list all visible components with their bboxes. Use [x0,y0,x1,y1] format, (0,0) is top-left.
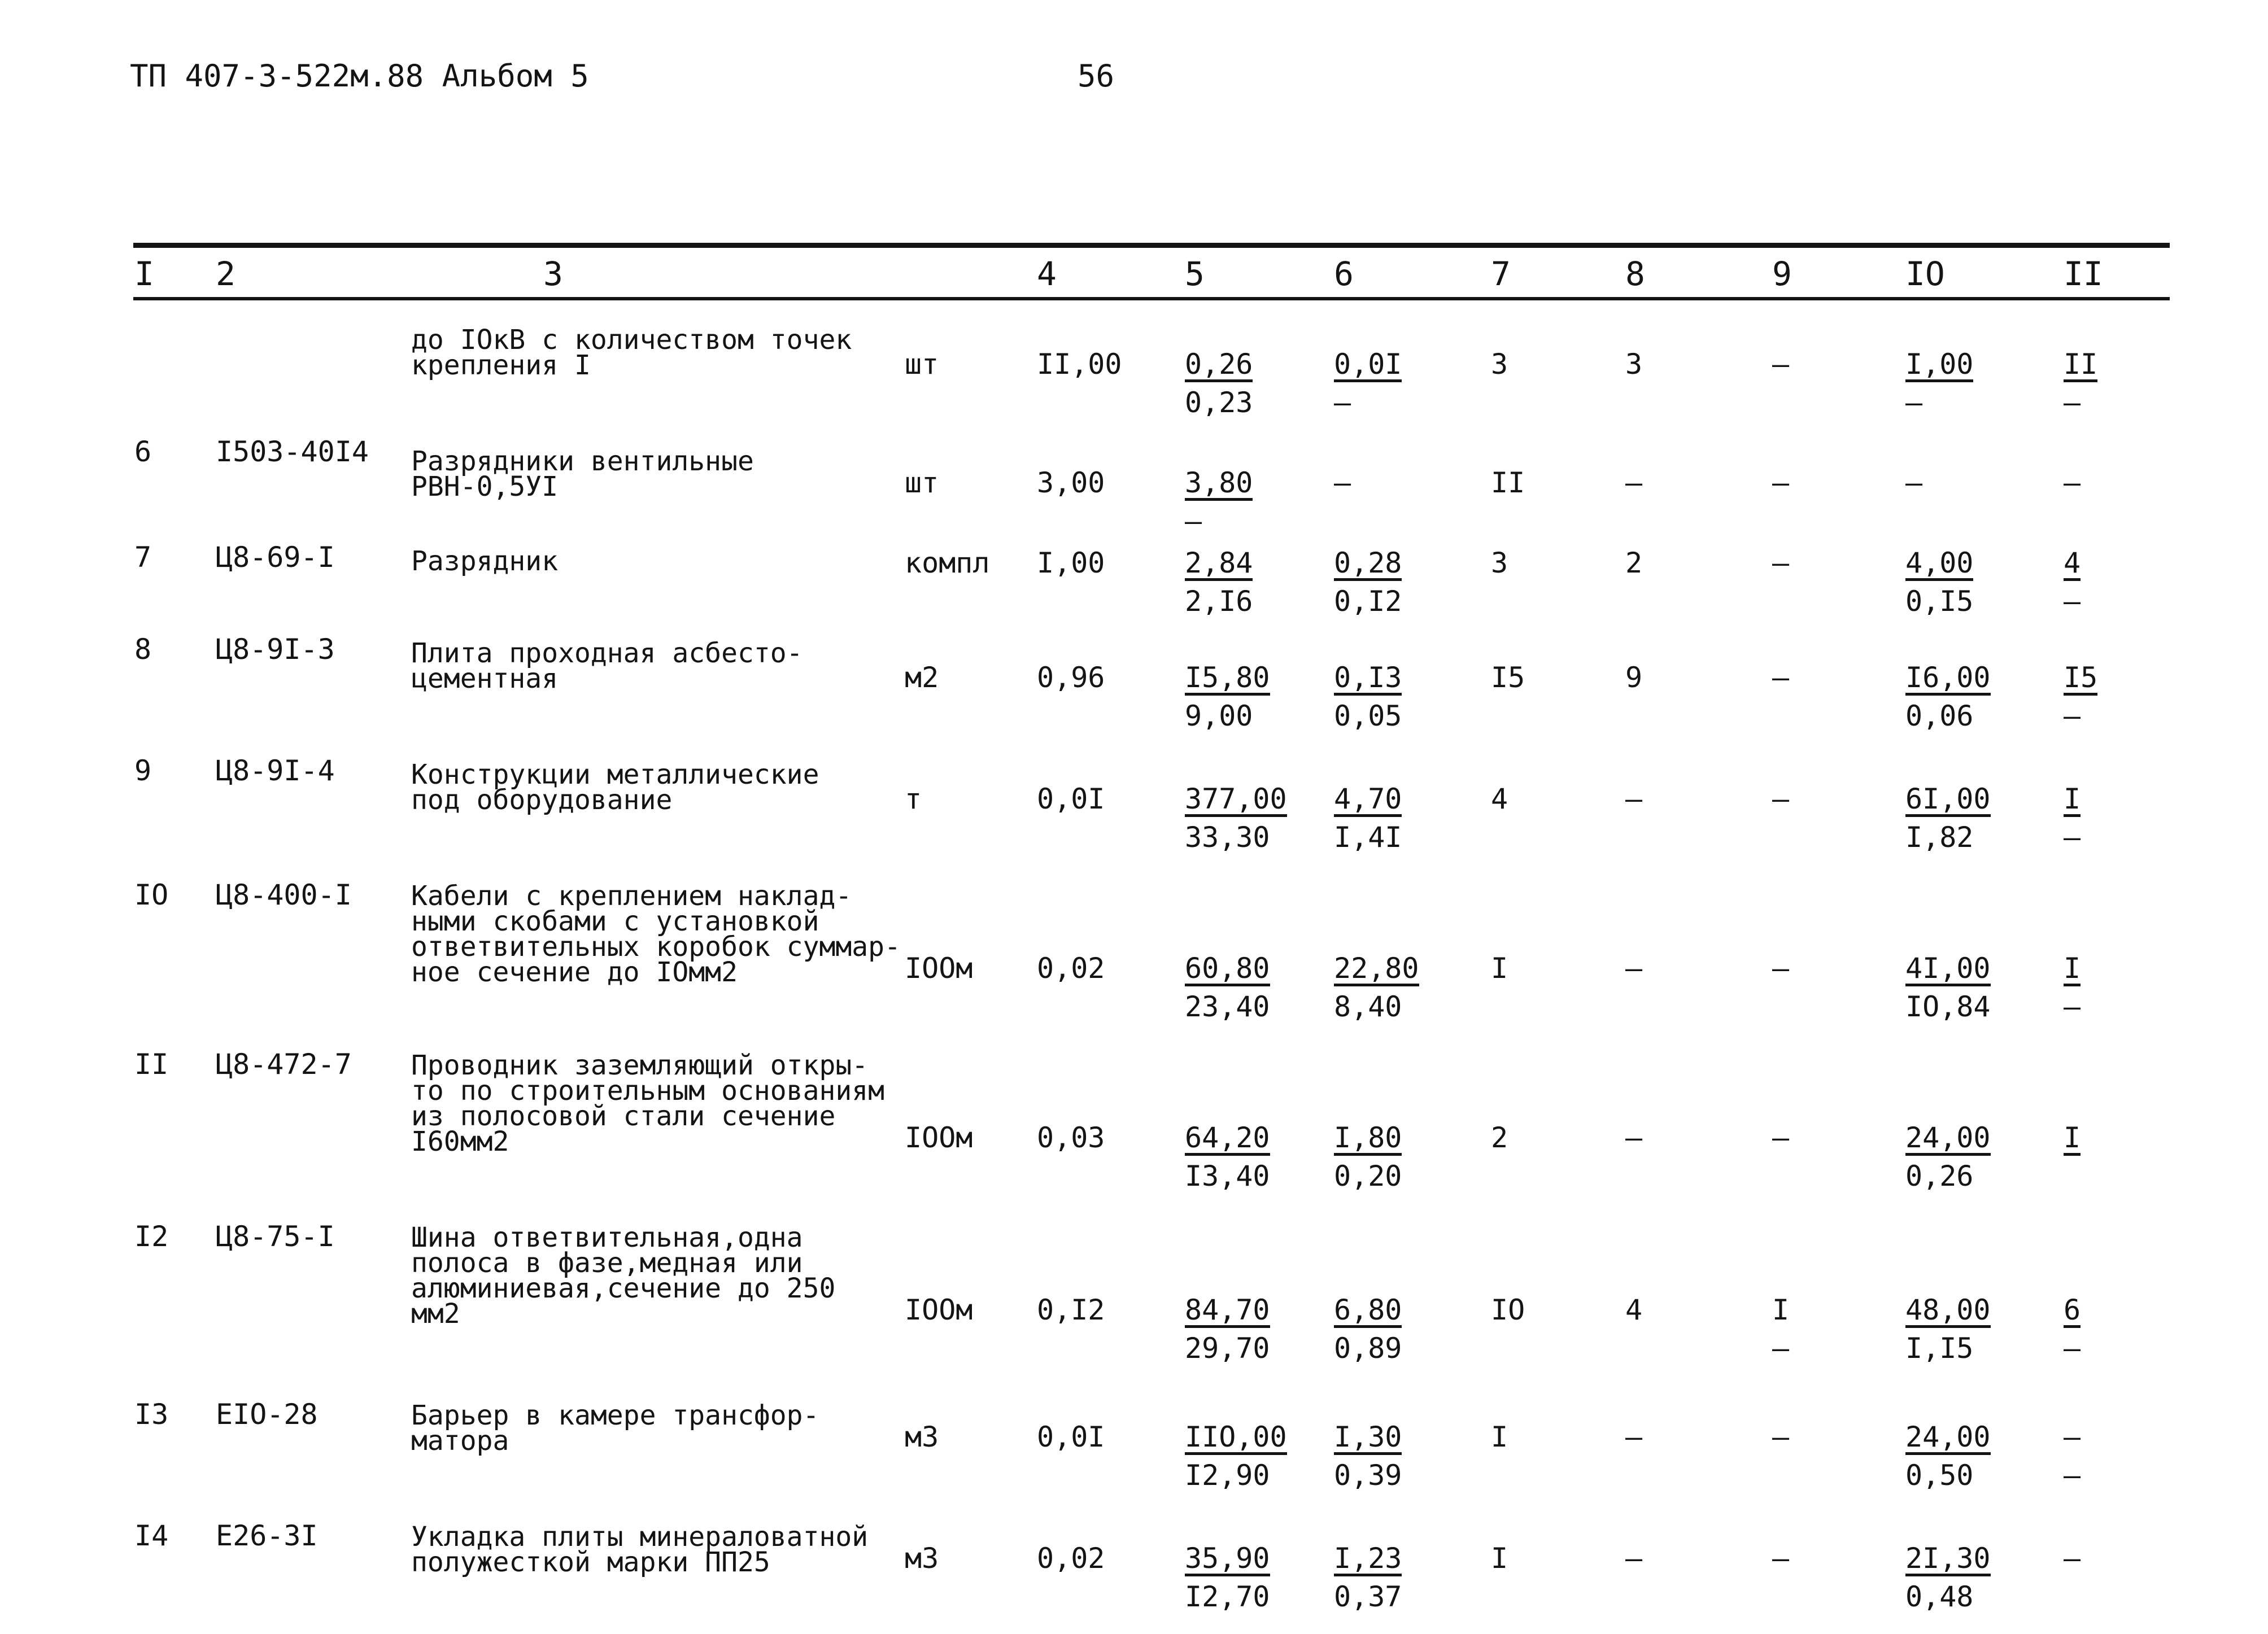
c7-value: 2 [1491,1121,1508,1154]
c10-value-bottom: 0,48 [1905,1580,1974,1613]
item-code: Ц8-9I-3 [216,633,335,666]
c6-value-bottom: – [1334,386,1351,419]
row-number: I4 [134,1519,169,1552]
c11-value-top: I [2064,1124,2081,1156]
quantity: I,00 [1037,547,1105,579]
c8-value: 4 [1625,1294,1643,1326]
c11-value-top: I5 [2064,663,2097,696]
c11-value-bottom: – [2064,585,2081,618]
c10-value-bottom: 0,26 [1905,1160,1974,1192]
c7-value: 3 [1491,348,1508,381]
c7-value: 4 [1491,783,1508,815]
c11-value-bottom: – [2064,700,2081,732]
c10-value-top: – [1905,466,1923,499]
c5-value-bottom: I2,70 [1185,1580,1270,1613]
col-header-6: 6 [1334,255,1354,293]
c10-value-bottom: 0,50 [1905,1459,1974,1492]
c5-value-top: 377,00 [1185,785,1287,817]
c5-value-top: I5,80 [1185,663,1270,696]
c8-value: – [1625,1121,1643,1154]
row-number: IO [134,879,169,911]
item-code: Ц8-69-I [216,541,335,574]
c10-value-top: 48,00 [1905,1296,1991,1328]
item-description: Укладка плиты минераловатной полужесткой марки ПП25 [411,1521,869,1579]
c9-value-top: – [1772,547,1790,579]
c11-value-bottom: – [2064,1332,2081,1365]
unit: шт [905,348,939,381]
c10-value-top: 2I,30 [1905,1544,1991,1576]
c10-value-bottom: 0,I5 [1905,585,1974,618]
item-description: Барьер в камере трансфор- матора [411,1400,819,1457]
c6-value-bottom: 8,40 [1334,990,1402,1023]
c5-value-bottom: 0,23 [1185,386,1253,419]
quantity: 0,02 [1037,1542,1105,1575]
c10-value-top: I,00 [1905,350,1973,382]
c9-value-top: – [1772,1542,1790,1575]
c8-value: – [1625,1421,1643,1453]
item-code: EIO-28 [216,1398,318,1431]
c9-value-top: I [1772,1294,1790,1326]
col-header-9: 9 [1772,255,1792,293]
item-description: Плита проходная асбесто- цементная [411,637,803,695]
row-number: I3 [134,1398,169,1431]
c8-value: – [1625,783,1643,815]
c11-value-top: II [2064,350,2097,382]
c11-value-top: 6 [2064,1296,2081,1328]
c7-value: IO [1491,1294,1525,1326]
c5-value-bottom: 29,70 [1185,1332,1270,1365]
c6-value-top: 0,I3 [1334,663,1402,696]
c5-value-bottom: I3,40 [1185,1160,1270,1192]
c6-value-top: 6,80 [1334,1296,1402,1328]
c6-value-top: 0,0I [1334,350,1402,382]
c11-value-top: – [2064,466,2081,499]
quantity: 0,02 [1037,952,1105,985]
item-description: Шина ответвительная,одна полоса в фазе,медная или алюминиевая,сечение до 250 мм2 [411,1222,836,1330]
c6-value-top: I,80 [1334,1124,1402,1156]
unit: IOOм [905,1121,973,1154]
col-header-7: 7 [1491,255,1511,293]
col-header-2: 2 [216,255,235,293]
c6-value-bottom: I,4I [1334,821,1402,854]
c5-value-bottom: 23,40 [1185,990,1270,1023]
col-header-8: 8 [1625,255,1645,293]
c10-value-top: 4I,00 [1905,954,1991,986]
row-number: 7 [134,541,152,574]
c6-value-top: – [1334,466,1351,499]
unit: IOOм [905,952,973,985]
c9-value-top: – [1772,466,1790,499]
c11-value-bottom: – [2064,990,2081,1023]
c10-value-bottom: I,82 [1905,821,1974,854]
c5-value-top: 0,26 [1185,350,1253,382]
quantity: 0,I2 [1037,1294,1105,1326]
c6-value-bottom: 0,39 [1334,1459,1402,1492]
quantity: 0,0I [1037,1421,1105,1453]
c11-value-bottom: – [2064,386,2081,419]
row-number: 6 [134,435,152,468]
c5-value-bottom: I2,90 [1185,1459,1270,1492]
c7-value: I5 [1491,661,1525,694]
item-code: Ц8-400-I [216,879,352,911]
c9-value-top: – [1772,1421,1790,1453]
c7-value: I [1491,952,1508,985]
unit: т [905,783,922,815]
c7-value: I [1491,1421,1508,1453]
c6-value-top: 0,28 [1334,549,1402,581]
c6-value-bottom: 0,05 [1334,700,1402,732]
unit: компл [905,547,990,579]
c11-value-top: – [2064,1542,2081,1575]
unit: м3 [905,1542,939,1575]
c5-value-top: IIO,00 [1185,1423,1287,1455]
c10-value-top: 24,00 [1905,1124,1991,1156]
c6-value-bottom: 0,I2 [1334,585,1402,618]
row-number: II [134,1048,169,1081]
c8-value: 9 [1625,661,1643,694]
c8-value: 3 [1625,348,1643,381]
col-header-1: I [134,255,154,293]
c7-value: I [1491,1542,1508,1575]
c9-value-top: – [1772,1121,1790,1154]
page-number: 56 [1078,58,1115,94]
c10-value-top: I6,00 [1905,663,1991,696]
c5-value-bottom: 33,30 [1185,821,1270,854]
c6-value-bottom: 0,37 [1334,1580,1402,1613]
c5-value-top: 2,84 [1185,549,1253,581]
c6-value-bottom: 0,20 [1334,1160,1402,1192]
c11-value-bottom: – [2064,821,2081,854]
c10-value-top: 24,00 [1905,1423,1991,1455]
item-description: Конструкции металлические под оборудование [411,759,819,816]
c6-value-top: 4,70 [1334,785,1402,817]
col-header-4: 4 [1037,255,1057,293]
unit: шт [905,466,939,499]
c10-value-bottom: I,I5 [1905,1332,1974,1365]
item-code: E26-3I [216,1519,318,1552]
c5-value-top: 84,70 [1185,1296,1270,1328]
c10-value-bottom: IO,84 [1905,990,1991,1023]
c5-value-top: 35,90 [1185,1544,1270,1576]
col-header-11: II [2064,255,2103,293]
row-number: 9 [134,754,152,787]
c5-value-top: 64,20 [1185,1124,1270,1156]
c9-value-top: – [1772,783,1790,815]
c8-value: – [1625,1542,1643,1575]
c9-value-bottom: – [1772,1332,1790,1365]
c6-value-top: I,23 [1334,1544,1402,1576]
item-code: I503-40I4 [216,435,369,468]
c8-value: – [1625,466,1643,499]
item-description: Разрядник [411,545,559,577]
c6-value-bottom: 0,89 [1334,1332,1402,1365]
c10-value-top: 6I,00 [1905,785,1991,817]
item-code: Ц8-472-7 [216,1048,352,1081]
item-description: до IOкВ с количеством точек крепления I [411,324,852,382]
row-number: I2 [134,1220,169,1253]
unit: м3 [905,1421,939,1453]
quantity: 0,0I [1037,783,1105,815]
c9-value-top: – [1772,952,1790,985]
c6-value-top: I,30 [1334,1423,1402,1455]
c6-value-top: 22,80 [1334,954,1419,986]
c5-value-bottom: – [1185,505,1202,538]
c9-value-top: – [1772,661,1790,694]
c9-value-top: – [1772,348,1790,381]
document-code: ТП 407-3-522м.88 Альбом 5 [130,58,589,94]
c11-value-bottom: – [2064,1459,2081,1492]
c7-value: II [1491,466,1525,499]
c5-value-top: 60,80 [1185,954,1270,986]
c10-value-bottom: 0,06 [1905,700,1974,732]
item-description: Кабели с креплением наклад- ными скобами с установкой ответвительных коробок суммар- ное сечение до IOмм2 [411,880,901,989]
c5-value-bottom: 9,00 [1185,700,1253,732]
col-header-10: IO [1905,255,1945,293]
c11-value-top: I [2064,785,2081,817]
c10-value-bottom: – [1905,386,1923,419]
c8-value: – [1625,952,1643,985]
c7-value: 3 [1491,547,1508,579]
quantity: II,00 [1037,348,1122,381]
c5-value-top: 3,80 [1185,469,1253,501]
quantity: 3,00 [1037,466,1105,499]
item-code: Ц8-9I-4 [216,754,335,787]
unit: м2 [905,661,939,694]
col-header-3: 3 [543,255,563,293]
c11-value-top: I [2064,954,2081,986]
quantity: 0,96 [1037,661,1105,694]
quantity: 0,03 [1037,1121,1105,1154]
item-description: Проводник заземляющий откры- то по строительным основаниям из полосовой стали сечение I60мм2 [411,1050,885,1158]
c8-value: 2 [1625,547,1643,579]
item-code: Ц8-75-I [216,1220,335,1253]
unit: IOOм [905,1294,973,1326]
item-description: Разрядники вентильные РВН-0,5УI [411,445,754,503]
c10-value-top: 4,00 [1905,549,1973,581]
col-header-5: 5 [1185,255,1205,293]
c5-value-bottom: 2,I6 [1185,585,1253,618]
row-number: 8 [134,633,152,666]
c11-value-top: – [2064,1421,2081,1453]
c11-value-top: 4 [2064,549,2081,581]
